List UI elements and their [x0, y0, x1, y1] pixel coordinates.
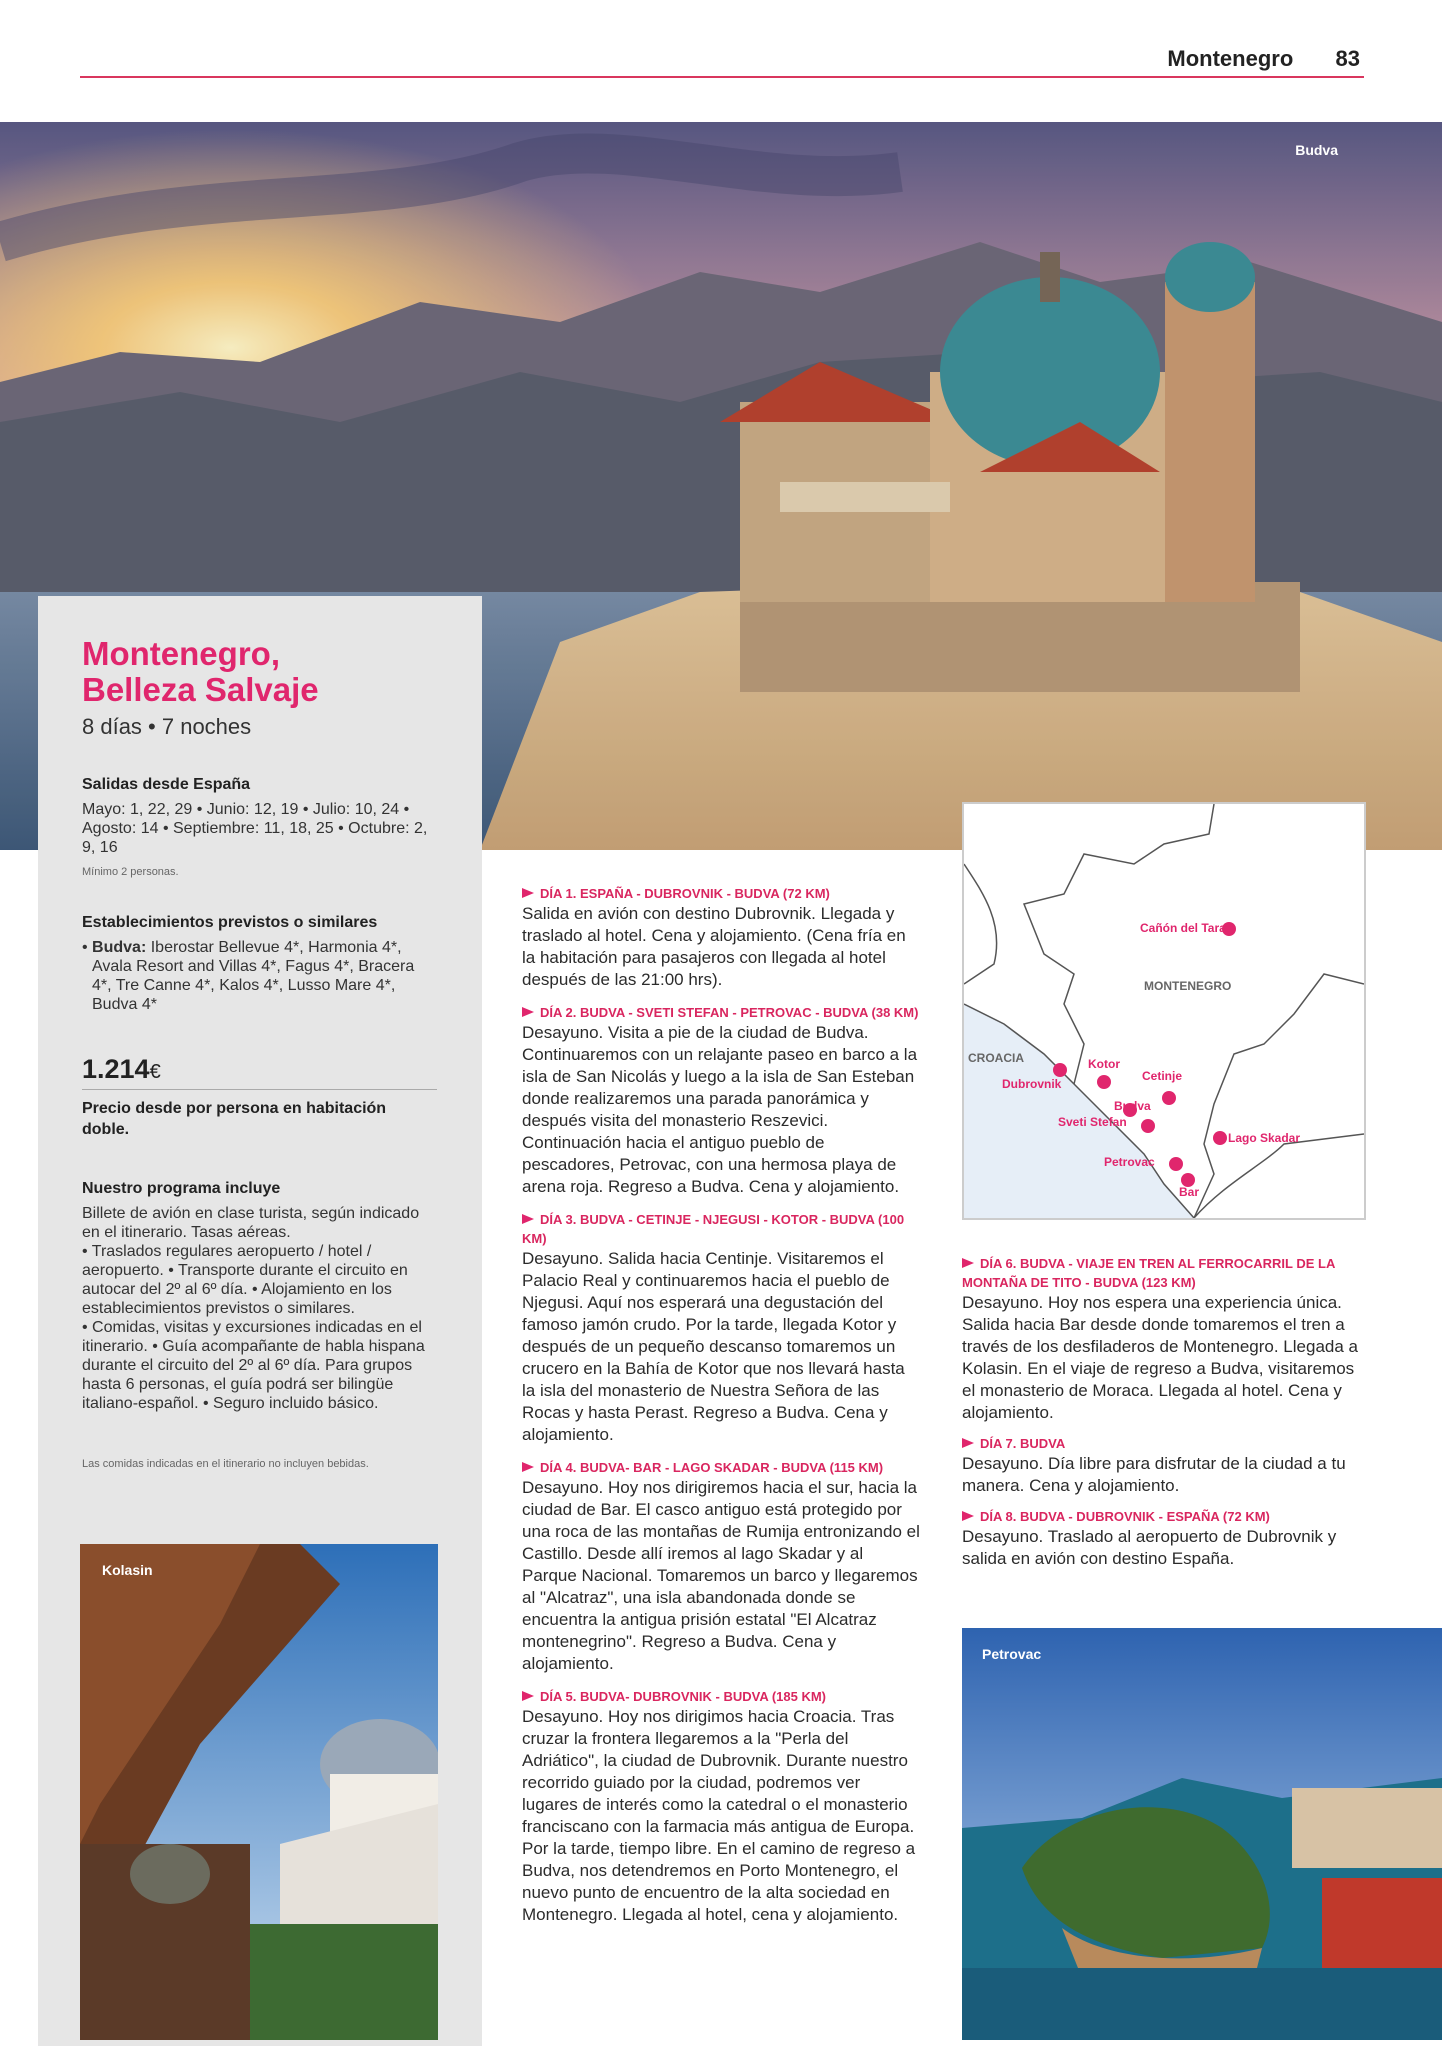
trip-duration: 8 días • 7 noches [82, 714, 252, 739]
map-place: Sveti Stefan [1058, 1115, 1127, 1129]
day-text: Salida en avión con destino Dubrovnik. Llegada y traslado al hotel. Cena y alojamiento. (Cena fría en la habitación para pasajeros con llegada al hotel después de las 21:00 hrs). [522, 904, 906, 989]
departures-dates: Mayo: 1, 22, 29 • Junio: 12, 19 • Julio: 10, 24 • Agosto: 14 • Septiembre: 11, 18, 25 • Octubre: 2, 9, 16 [82, 801, 428, 856]
hero-location-label: Budva [1295, 142, 1338, 158]
map-place: Petrovac [1104, 1155, 1155, 1169]
meals-note: Las comidas indicadas en el itinerario no incluyen bebidas. [82, 1458, 369, 1470]
includes-heading: Nuestro programa incluye [82, 1180, 281, 1197]
map-place: Bar [1179, 1185, 1200, 1199]
map-illustration [964, 804, 1364, 1218]
kolasin-label: Kolasin [102, 1562, 153, 1578]
includes-item: • Traslados regulares aeropuerto / hotel / aeropuerto. • Transporte durante el circuito en autocar del 2º al 6º día. • Alojamiento en los establecimientos previstos o similares. [82, 1243, 408, 1317]
day-text: Desayuno. Día libre para disfrutar de la ciudad a tu manera. Cena y alojamiento. [962, 1454, 1346, 1495]
day-heading: DÍA 5. BUDVA- DUBROVNIK - BUDVA (185 KM) [522, 1687, 920, 1706]
play-bullet-icon [962, 1511, 974, 1521]
petrovac-illustration [962, 1628, 1442, 2040]
map-place: Budva [1114, 1099, 1151, 1113]
trip-title-line2: Belleza Salvaje [82, 671, 319, 708]
trip-title-line1: Montenegro, [82, 635, 280, 672]
minimum-note: Mínimo 2 personas. [82, 866, 179, 878]
day-heading: DÍA 3. BUDVA - CETINJE - NJEGUSI - KOTOR - BUDVA (100 KM) [522, 1212, 905, 1246]
day-8 [962, 1507, 1362, 1570]
play-bullet-icon [522, 1214, 534, 1224]
itinerary-column-1 [522, 884, 920, 1926]
kolasin-photo [80, 1544, 438, 2040]
itinerary-column-2 [962, 1254, 1362, 1570]
price-note: Precio desde por persona en habitación doble. [82, 1100, 387, 1138]
price-block [82, 1054, 437, 1090]
day-text: Desayuno. Hoy nos espera una experiencia única. Salida hacia Bar desde donde tomaremos el tren a través de los desfiladeros de Montenegro. Llegada a Kolasin. En el viaje de regreso a Budva, visitaremos el monasterio de Moraca. Llegada al hotel. Cena y alojamiento. [962, 1293, 1358, 1422]
play-bullet-icon [522, 888, 534, 898]
day-heading: DÍA 4. BUDVA- BAR - LAGO SKADAR - BUDVA (115 KM) [522, 1458, 920, 1477]
day-2 [522, 1003, 920, 1198]
play-bullet-icon [962, 1438, 974, 1448]
kolasin-illustration [80, 1544, 438, 2040]
day-heading: DÍA 6. BUDVA - VIAJE EN TREN AL FERROCARRIL DE LA MONTAÑA DE TITO - BUDVA (123 KM) [962, 1256, 1335, 1290]
hotels-names: Iberostar Bellevue 4*, Harmonia 4*, Avala Resort and Villas 4*, Fagus 4*, Bracera 4*, Tre Canne 4*, Kalos 4*, Lusso Mare 4*, Budva 4* [92, 939, 415, 1013]
departures-heading: Salidas desde España [82, 776, 251, 793]
hotels-list: • Budva: Iberostar Bellevue 4*, Harmonia 4*, Avala Resort and Villas 4*, Fagus 4*, Bracera 4*, Tre Canne 4*, Kalos 4*, Lusso Mare 4*, Budva 4* [82, 939, 415, 1013]
map-place: Cetinje [1142, 1069, 1183, 1083]
page-header [1167, 46, 1360, 72]
day-7 [962, 1434, 1362, 1497]
price-value: 1.214 [82, 1054, 150, 1084]
play-bullet-icon [522, 1007, 534, 1017]
day-heading: DÍA 8. BUDVA - DUBROVNIK - ESPAÑA (72 KM) [962, 1507, 1362, 1526]
route-map [962, 802, 1366, 1220]
map-country-label: MONTENEGRO [1144, 979, 1232, 993]
day-1 [522, 884, 920, 991]
day-text: Desayuno. Visita a pie de la ciudad de Budva. Continuaremos con un relajante paseo en barco a la isla de San Nicolás y luego a la isla de San Esteban donde realizaremos una parada panorámica y después visita del monasterio Reszevici. Continuación hacia el antiguo pueblo de pescadores, Petrovac, con una hermosa playa de arena roja. Regreso a Budva. Cena y alojamiento. [522, 1023, 918, 1196]
section-title: Montenegro [1167, 46, 1294, 71]
price-rule [82, 1089, 437, 1090]
day-heading: DÍA 1. ESPAÑA - DUBROVNIK - BUDVA (72 KM) [522, 884, 920, 903]
day-5 [522, 1687, 920, 1926]
map-place: Dubrovnik [1002, 1077, 1062, 1091]
day-heading: DÍA 7. BUDVA [962, 1434, 1362, 1453]
page-number: 83 [1335, 46, 1360, 71]
includes-item: • Comidas, visitas y excursiones indicadas en el itinerario. • Guía acompañante de habla hispana durante el circuito del 2º al 6º día. Para grupos hasta 6 personas, el guía podrá ser bilingüe italiano-español. • Seguro incluido básico. [82, 1319, 425, 1412]
trip-title [82, 636, 437, 708]
price-currency: € [149, 1061, 161, 1083]
header-rule [80, 76, 1364, 78]
petrovac-label: Petrovac [982, 1646, 1042, 1662]
day-heading: DÍA 2. BUDVA - SVETI STEFAN - PETROVAC - BUDVA (38 KM) [522, 1003, 920, 1022]
day-6 [962, 1254, 1362, 1424]
day-4 [522, 1458, 920, 1675]
day-text: Desayuno. Salida hacia Centinje. Visitaremos el Palacio Real y continuaremos hacia el pueblo de Njegusi. Aquí nos esperará una degustación del famoso jamón crudo. Por la tarde, llegada Kotor y después de un pequeño descanso tomaremos un crucero en la Bahía de Kotor que nos llevará hasta la isla del monasterio de Nuestra Señora de las Rocas y hasta Perast. Regreso a Budva. Cena y alojamiento. [522, 1249, 905, 1444]
includes-item: Billete de avión en clase turista, según indicado en el itinerario. Tasas aéreas. [82, 1205, 420, 1241]
play-bullet-icon [522, 1462, 534, 1472]
hotels-heading: Establecimientos previstos o similares [82, 914, 378, 931]
day-3 [522, 1210, 920, 1446]
play-bullet-icon [962, 1258, 974, 1268]
petrovac-photo [962, 1628, 1442, 2040]
map-place: Cañón del Tara [1140, 921, 1226, 935]
play-bullet-icon [522, 1691, 534, 1701]
map-neighbor-label: CROACIA [968, 1051, 1024, 1065]
map-place: Kotor [1088, 1057, 1120, 1071]
map-place: Lago Skadar [1228, 1131, 1301, 1145]
hotels-city: Budva: [92, 939, 147, 956]
day-text: Desayuno. Traslado al aeropuerto de Dubrovnik y salida en avión con destino España. [962, 1527, 1337, 1568]
day-text: Desayuno. Hoy nos dirigiremos hacia el sur, hacia la ciudad de Bar. El casco antiguo está protegido por una roca de las montañas de Rumija entronizando el Castillo. Desde allí iremos al lago Skadar y al Parque Nacional. Tomaremos un barco y llegaremos al "Alcatraz", una isla abandonada donde se encuentra la antigua prisión estatal "El Alcatraz montenegrino". Regreso a Budva. Cena y alojamiento. [522, 1478, 920, 1673]
day-text: Desayuno. Hoy nos dirigimos hacia Croacia. Tras cruzar la frontera llegaremos a la "Perla del Adriático", la ciudad de Dubrovnik. Durante nuestro recorrido guiado por la ciudad, podremos ver lugares de interés como la catedral o el monasterio franciscano con la farmacia más antigua de Europa. Por la tarde, tiempo libre. En el camino de regreso a Budva, nos detendremos en Porto Montenegro, el nuevo punto de encuentro de la alta sociedad en Montenegro. Llegada al hotel, cena y alojamiento. [522, 1707, 916, 1924]
